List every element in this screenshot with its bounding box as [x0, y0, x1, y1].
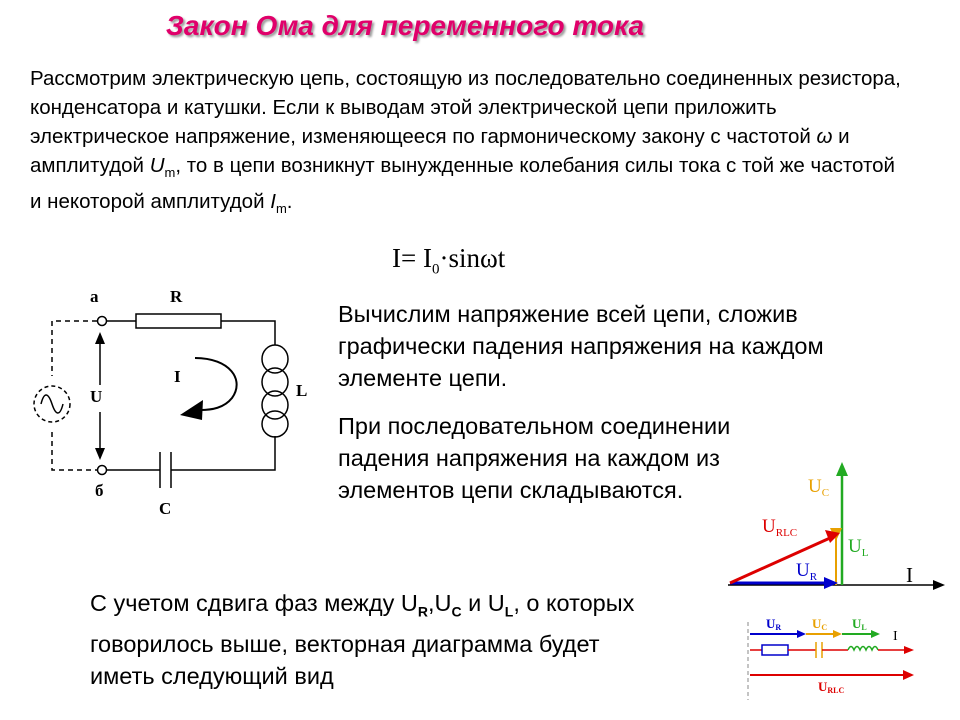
paragraph-series-connection: При последовательном соединении падения напряжения на каждом из элементов цепи складываются. — [338, 413, 731, 503]
formula-subscript: 0 — [431, 261, 440, 278]
im-symbol: I — [270, 190, 276, 214]
um-symbol: U — [149, 154, 165, 177]
im-subscript: m — [275, 201, 287, 217]
p4-text-3: и U — [461, 590, 505, 616]
urlc-label: $U_{RLC}$ — [762, 516, 798, 539]
p4-sub-c: C — [451, 603, 462, 620]
series-capacitor-symbol — [816, 642, 822, 658]
um-subscript: m — [164, 165, 176, 181]
intro-text-1: Рассмотрим электрическую цепь, состоящую из последовательно соединенных резистора, конденсатора и катушки. Если к выводам этой электрической цепи приложить электрическое напряжение, изменяющееся по гармоническому закону с частотой — [30, 67, 901, 148]
formula-right: ·sinωt — [439, 243, 506, 273]
series-uc-label: UC — [812, 616, 828, 632]
label-b: б — [95, 481, 104, 500]
series-ul-arrowhead — [871, 630, 880, 638]
label-l: L — [296, 381, 308, 400]
series-urlc-label: URLC — [818, 679, 845, 695]
series-urlc-arrowhead — [903, 670, 914, 680]
page-title: Закон Ома для переменного тока — [165, 10, 645, 41]
series-resistor-symbol — [762, 645, 788, 655]
p4-text-2: ,U — [427, 590, 452, 616]
series-i-label: I — [893, 629, 898, 644]
intro-text-3: , то в цепи возникнут вынужденные колебания силы тока с той же частотой и некоторой амплитудой — [30, 154, 895, 214]
label-i: I — [174, 367, 181, 386]
ul-label: $U_L$ — [848, 536, 869, 559]
label-a: а — [90, 287, 99, 306]
series-ur-label: UR — [766, 616, 782, 632]
series-uc-arrowhead — [833, 630, 842, 638]
label-r: R — [170, 287, 183, 306]
uc-label: $U_C$ — [808, 476, 830, 499]
formula-left: I= I — [392, 243, 432, 273]
label-c: C — [159, 499, 172, 518]
intro-text-4: . — [286, 190, 293, 214]
p4-text-4: , о которых говорилось выше, векторная диаграмма будет иметь следующий вид — [90, 590, 635, 689]
omega-symbol: ω — [816, 125, 833, 148]
paragraph-sum-voltages: Вычислим напряжение всей цепи, сложив графически падения напряжения на каждом элементе цепи. — [338, 301, 824, 391]
current-axis-label: I — [906, 563, 913, 587]
label-u: U — [90, 387, 103, 406]
series-ur-arrowhead — [797, 630, 806, 638]
series-ul-label: UL — [852, 616, 867, 632]
p4-sub-l: L — [504, 603, 514, 620]
p4-text-1: С учетом сдвига фаз между U — [90, 590, 418, 616]
p4-sub-r: R — [417, 603, 428, 620]
series-inductor-symbol — [848, 647, 878, 651]
series-current-arrowhead — [904, 646, 914, 654]
ur-label: $U_R$ — [796, 560, 818, 583]
intro-text-2: и амплитудой — [30, 125, 850, 177]
